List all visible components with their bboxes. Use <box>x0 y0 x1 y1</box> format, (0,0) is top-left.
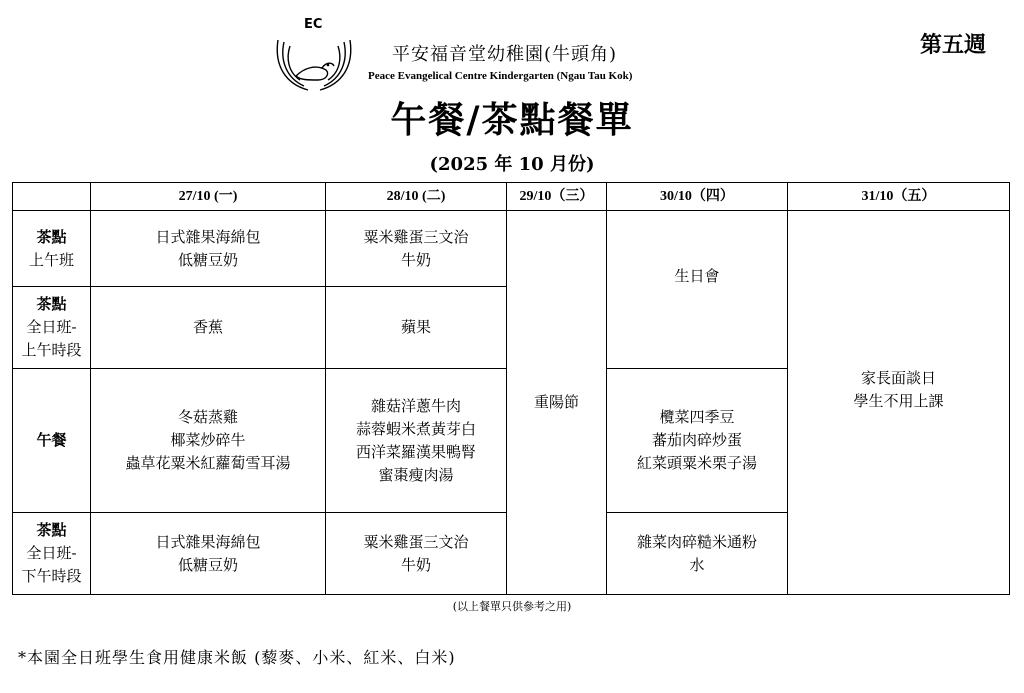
birthday-cell: 生日會 <box>607 211 788 369</box>
holiday-cell: 重陽節 <box>507 211 607 595</box>
parent-meeting-cell: 家長面談日 學生不用上課 <box>788 211 1010 595</box>
menu-cell: 冬菇蒸雞 椰菜炒碎牛 蟲草花粟米紅蘿蔔雪耳湯 <box>91 369 326 513</box>
menu-cell: 日式雜果海綿包 低糖豆奶 <box>91 513 326 595</box>
menu-cell: 蘋果 <box>326 287 507 369</box>
menu-table <box>12 182 1010 595</box>
rice-footnote: *本園全日班學生食用健康米飯 (藜麥、小米、紅米、白米) <box>18 648 456 667</box>
row-label: 茶點 全日班- 下午時段 <box>13 513 91 595</box>
school-name-cn: 平安福音堂幼稚園(牛頭角) <box>392 44 618 65</box>
row-label: 茶點 上午班 <box>13 211 91 287</box>
reference-note: (以上餐單只供參考之用) <box>452 600 572 613</box>
week-label: 第五週 <box>920 32 987 58</box>
menu-cell: 欖菜四季豆 蕃茄肉碎炒蛋 紅菜頭粟米栗子湯 <box>607 369 788 513</box>
header-row <box>13 183 1010 211</box>
menu-cell: 粟米雞蛋三文治 牛奶 <box>326 211 507 287</box>
col-header-mon: 27/10 (一) <box>91 183 326 211</box>
menu-cell: 日式雜果海綿包 低糖豆奶 <box>91 211 326 287</box>
menu-cell: 雜菜肉碎糙米通粉 水 <box>607 513 788 595</box>
table-row <box>13 211 1010 287</box>
menu-cell: 粟米雞蛋三文治 牛奶 <box>326 513 507 595</box>
col-header-thu: 30/10（四） <box>607 183 788 211</box>
school-name-en: Peace Evangelical Centre Kindergarten (Ngau Tau Kok) <box>368 70 633 82</box>
menu-cell: 香蕉 <box>91 287 326 369</box>
row-label: 午餐 <box>13 369 91 513</box>
menu-cell: 雜菇洋蔥牛肉 蒜蓉蝦米煮黃芽白 西洋菜羅漢果鴨腎 蜜棗瘦肉湯 <box>326 369 507 513</box>
row-label: 茶點 全日班- 上午時段 <box>13 287 91 369</box>
logo-text: EC <box>304 17 323 32</box>
col-header-wed: 29/10（三） <box>507 183 607 211</box>
page-title: 午餐/茶點餐單 <box>390 99 634 141</box>
corner-cell <box>13 183 91 211</box>
col-header-tue: 28/10 (二) <box>326 183 507 211</box>
col-header-fri: 31/10（五） <box>788 183 1010 211</box>
school-logo <box>268 14 360 96</box>
page-subtitle: (2025 年 10 月份) <box>429 154 595 175</box>
